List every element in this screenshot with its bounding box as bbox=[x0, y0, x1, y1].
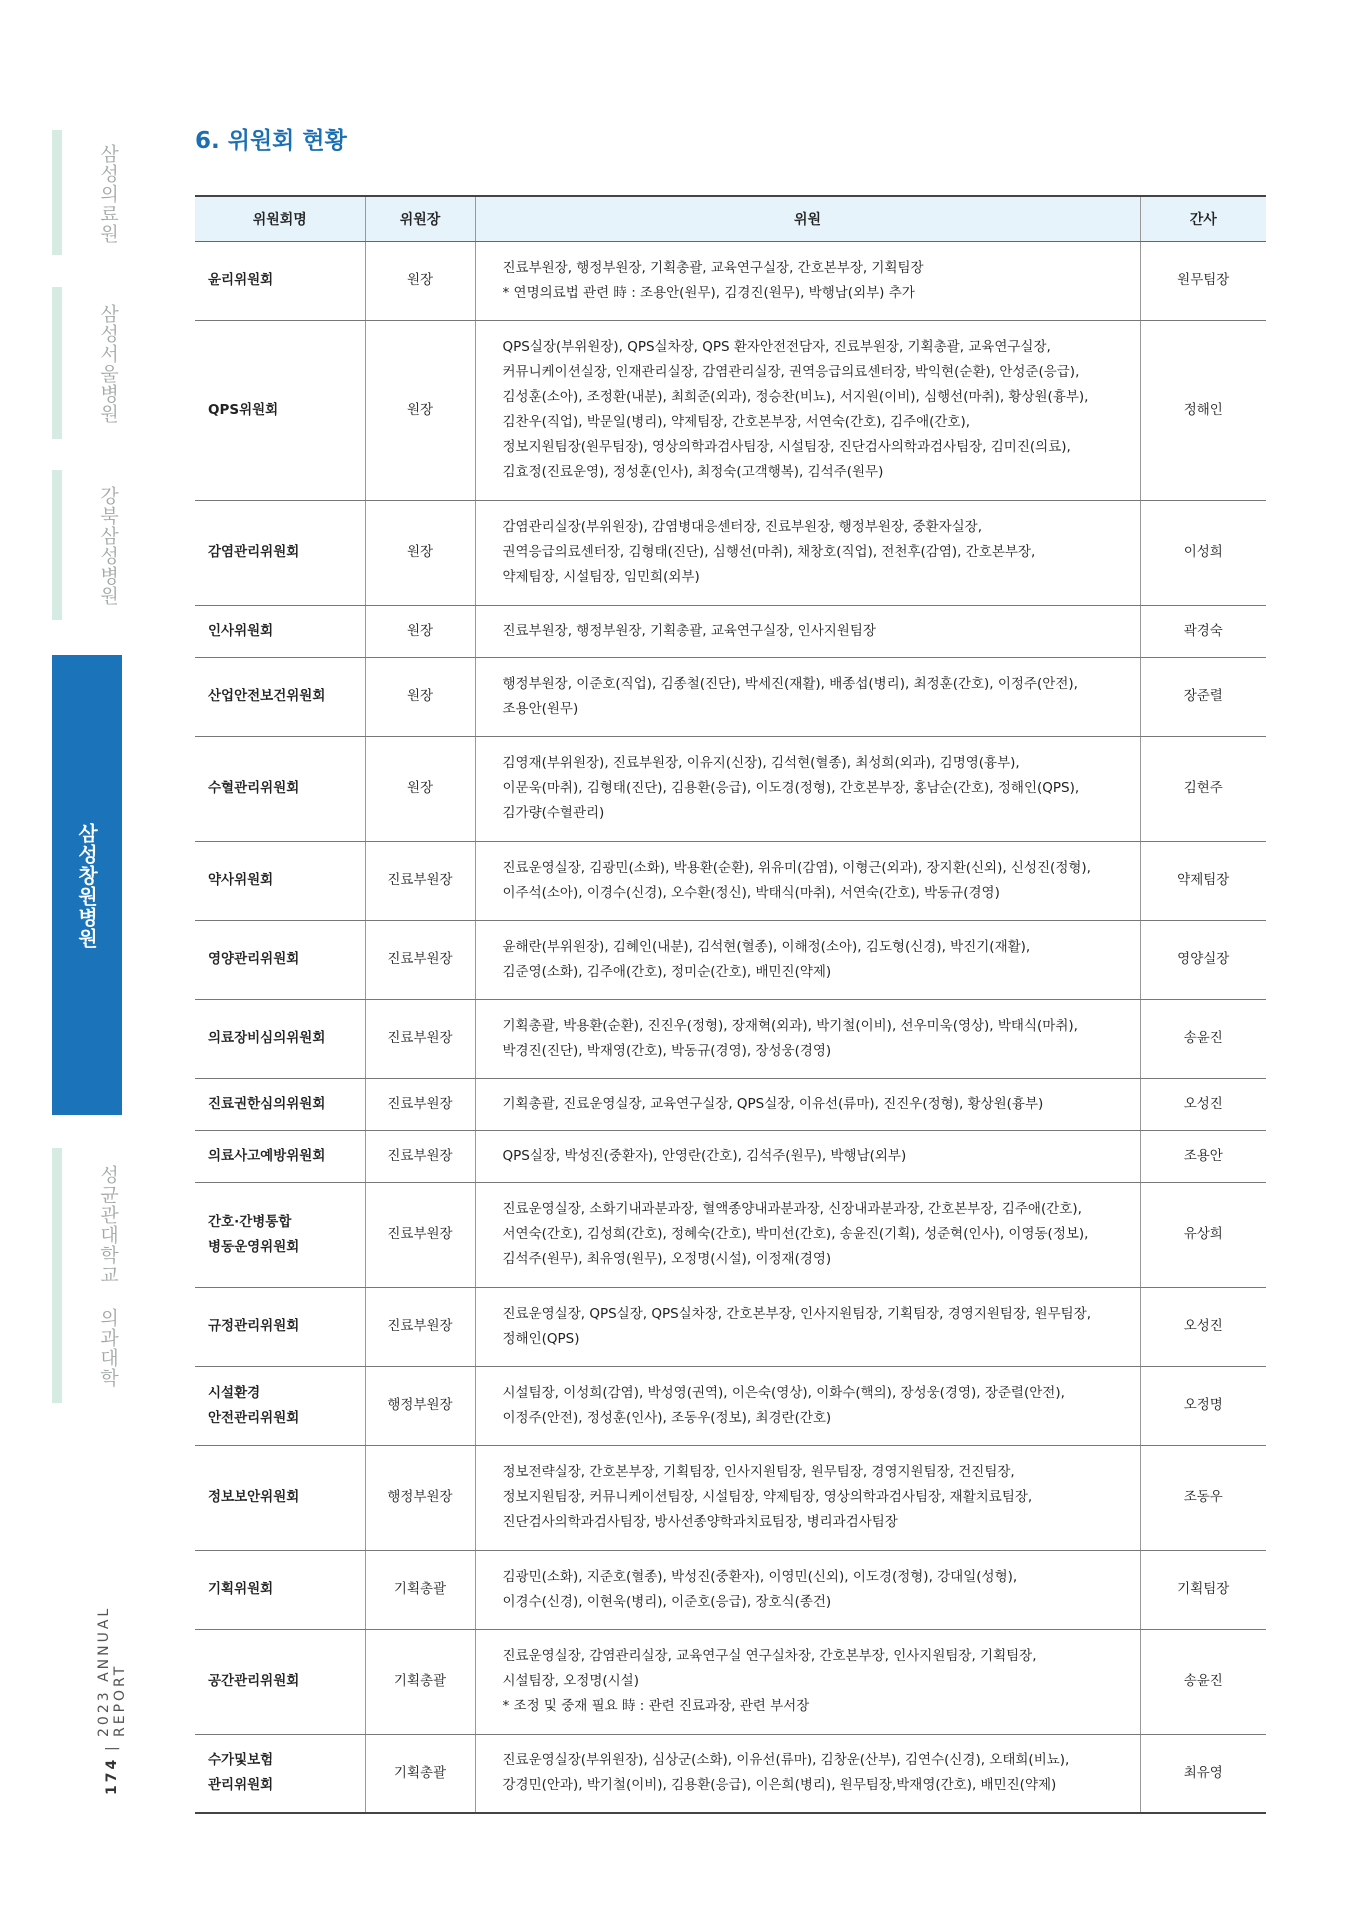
committee-members bbox=[475, 920, 1140, 999]
committee-chair: 기획총괄 bbox=[365, 1629, 475, 1734]
committee-members bbox=[475, 1182, 1140, 1287]
text-line: 김성훈(소아), 조정환(내분), 최희준(외과), 정승찬(비뇨), 서지원(이비), 심행선(마취), 황상원(흉부), bbox=[502, 389, 1089, 405]
table-row bbox=[195, 320, 1266, 500]
committee-members bbox=[475, 500, 1140, 605]
text-line: * 연명의료법 관련 時 : 조용안(원무), 김경진(원무), 박행남(외부) 추가 bbox=[502, 284, 915, 301]
text-line: 진료운영실장, 김광민(소화), 박용환(순환), 위유미(감염), 이형근(외과), 장지환(신외), 신성진(정형), bbox=[502, 859, 1091, 876]
committee-secretary: 조동우 bbox=[1140, 1445, 1266, 1550]
footer-separator: | bbox=[104, 1743, 120, 1751]
text-line: 박경진(진단), 박재영(간호), 박동규(경영), 장성웅(경영) bbox=[502, 1042, 832, 1059]
text-line: 이문욱(마취), 김형태(진단), 김용환(응급), 이도경(정형), 간호본부장, 홍남순(간호), 정해인(QPS), bbox=[502, 780, 1080, 796]
side-nav-item-kangbuk-hospital[interactable] bbox=[52, 470, 122, 620]
text-line: QPS실장(부위원장), QPS실차장, QPS 환자안전전담자, 진료부원장, 기획총괄, 교육연구실장, bbox=[502, 339, 1051, 355]
committee-chair: 원장 bbox=[365, 500, 475, 605]
committee-members bbox=[475, 320, 1140, 500]
text-line: 김가량(수혈관리) bbox=[502, 805, 605, 821]
committee-secretary: 이성희 bbox=[1140, 500, 1266, 605]
table-body bbox=[195, 241, 1266, 1813]
committee-chair: 진료부원장 bbox=[365, 1078, 475, 1130]
text-line: 김찬우(직업), 박문일(병리), 약제팀장, 간호본부장, 서연숙(간호), 김주애(간호), bbox=[502, 414, 971, 430]
committee-secretary: 곽경숙 bbox=[1140, 605, 1266, 657]
committee-members bbox=[475, 1366, 1140, 1445]
committee-secretary: 김현주 bbox=[1140, 736, 1266, 841]
committee-chair: 원장 bbox=[365, 736, 475, 841]
text-line: 수가및보험 bbox=[208, 1752, 274, 1769]
text-line: 김준영(소화), 김주애(간호), 정미순(간호), 배민진(약제) bbox=[502, 963, 832, 980]
text-line: 진료운영실장, QPS실장, QPS실차장, 간호본부장, 인사지원팀장, 기획팀장, 경영지원팀장, 원무팀장, bbox=[502, 1305, 1092, 1322]
committee-chair: 진료부원장 bbox=[365, 999, 475, 1078]
text-line: 커뮤니케이션실장, 인재관리실장, 감염관리실장, 권역응급의료센터장, 박익현(순환), 안성준(응급), bbox=[502, 364, 1080, 380]
text-line: 간호·간병통합 bbox=[208, 1213, 292, 1230]
table-row bbox=[195, 1287, 1266, 1366]
table-row bbox=[195, 657, 1266, 736]
committee-secretary: 조용안 bbox=[1140, 1130, 1266, 1182]
text-line: 시설팀장, 이성희(감염), 박성영(권역), 이은숙(영상), 이화수(핵의), 장성웅(경영), 장준렬(안전), bbox=[502, 1384, 1065, 1401]
side-nav-label: 강북삼성병원 bbox=[97, 486, 119, 606]
text-line: 기획총괄, 박용환(순환), 진진우(정형), 장재혁(외과), 박기철(이비), 선우미욱(영상), 박태식(마취), bbox=[502, 1017, 1078, 1034]
text-line: 시설팀장, 오정명(시설) bbox=[502, 1673, 639, 1689]
committee-chair: 행정부원장 bbox=[365, 1366, 475, 1445]
committee-members bbox=[475, 1078, 1140, 1130]
text-line: 진단검사의학과검사팀장, 방사선종양학과치료팀장, 병리과검사팀장 bbox=[502, 1514, 898, 1530]
committee-members bbox=[475, 999, 1140, 1078]
committee-name: 감염관리위원회 bbox=[195, 500, 365, 605]
committee-table bbox=[195, 195, 1266, 1814]
text-line: 진료부원장, 행정부원장, 기획총괄, 교육연구실장, 간호본부장, 기획팀장 bbox=[502, 259, 924, 276]
committee-secretary: 송윤진 bbox=[1140, 1629, 1266, 1734]
text-line: 윤해란(부위원장), 김혜인(내분), 김석현(혈종), 이해정(소아), 김도형(신경), 박진기(재활), bbox=[502, 938, 1031, 955]
committee-name: 영양관리위원회 bbox=[195, 920, 365, 999]
text-line: 조용안(원무) bbox=[502, 700, 579, 717]
text-line: 약제팀장, 시설팀장, 임민희(외부) bbox=[502, 569, 700, 585]
committee-name: 산업안전보건위원회 bbox=[195, 657, 365, 736]
table-row bbox=[195, 841, 1266, 920]
text-line: 이주석(소아), 이경수(신경), 오수환(정신), 박태식(마취), 서연숙(간호), 박동규(경영) bbox=[502, 884, 1000, 901]
committee-name: 기획위원회 bbox=[195, 1550, 365, 1629]
side-nav-item-changwon-hospital[interactable] bbox=[52, 655, 122, 1115]
text-line: 진료운영실장, 감염관리실장, 교육연구실 연구실차장, 간호본부장, 인사지원팀장, 기획팀장, bbox=[502, 1648, 1037, 1664]
committee-secretary: 장준렬 bbox=[1140, 657, 1266, 736]
committee-name: 수혈관리위원회 bbox=[195, 736, 365, 841]
table-row bbox=[195, 1550, 1266, 1629]
table-row bbox=[195, 1130, 1266, 1182]
text-line: 김석주(원무), 최유영(원무), 오정명(시설), 이정재(경영) bbox=[502, 1251, 832, 1267]
text-line: 관리위원회 bbox=[208, 1777, 274, 1794]
committee-name: 규정관리위원회 bbox=[195, 1287, 365, 1366]
committee-chair: 원장 bbox=[365, 241, 475, 320]
committee-secretary: 기획팀장 bbox=[1140, 1550, 1266, 1629]
side-nav-marker bbox=[52, 470, 62, 620]
committee-name bbox=[195, 1182, 365, 1287]
committee-name bbox=[195, 1734, 365, 1813]
table-row bbox=[195, 241, 1266, 320]
committee-name: 윤리위원회 bbox=[195, 241, 365, 320]
table-row bbox=[195, 1445, 1266, 1550]
committee-name: 정보보안위원회 bbox=[195, 1445, 365, 1550]
committee-table-container bbox=[195, 195, 1266, 1814]
text-line: 권역응급의료센터장, 김형태(진단), 심행선(마취), 채창호(직업), 전천후(감염), 간호본부장, bbox=[502, 544, 1036, 560]
committee-chair: 원장 bbox=[365, 320, 475, 500]
text-line: 김광민(소화), 지준호(혈종), 박성진(중환자), 이영민(신외), 이도경(정형), 강대일(성형), bbox=[502, 1568, 1018, 1585]
committee-members bbox=[475, 1130, 1140, 1182]
committee-chair: 진료부원장 bbox=[365, 841, 475, 920]
text-line: 병동운영위원회 bbox=[208, 1238, 300, 1255]
committee-chair: 진료부원장 bbox=[365, 920, 475, 999]
table-row bbox=[195, 920, 1266, 999]
side-nav-item-seoul-hospital[interactable] bbox=[52, 287, 122, 439]
table-row bbox=[195, 1182, 1266, 1287]
committee-chair: 기획총괄 bbox=[365, 1550, 475, 1629]
committee-chair: 진료부원장 bbox=[365, 1130, 475, 1182]
committee-chair: 원장 bbox=[365, 657, 475, 736]
committee-name bbox=[195, 1366, 365, 1445]
table-row bbox=[195, 1734, 1266, 1813]
side-nav-marker bbox=[52, 287, 62, 439]
committee-name: 인사위원회 bbox=[195, 605, 365, 657]
committee-members bbox=[475, 1550, 1140, 1629]
text-line: 감염관리실장(부위원장), 감염병대응센터장, 진료부원장, 행정부원장, 중환자실장, bbox=[502, 519, 983, 535]
text-line: 시설환경 bbox=[208, 1384, 261, 1401]
committee-secretary: 유상희 bbox=[1140, 1182, 1266, 1287]
header-committee-name: 위원회명 bbox=[195, 196, 365, 241]
committee-chair: 진료부원장 bbox=[365, 1287, 475, 1366]
header-members: 위원 bbox=[475, 196, 1140, 241]
committee-secretary: 약제팀장 bbox=[1140, 841, 1266, 920]
side-nav-label: 성균관대학교 의과대학 bbox=[97, 1165, 119, 1388]
text-line: 진료부원장, 행정부원장, 기획총괄, 교육연구실장, 인사지원팀장 bbox=[502, 622, 876, 639]
committee-members bbox=[475, 1445, 1140, 1550]
table-row bbox=[195, 1366, 1266, 1445]
committee-secretary: 오정명 bbox=[1140, 1366, 1266, 1445]
header-chair: 위원장 bbox=[365, 196, 475, 241]
text-line: 정해인(QPS) bbox=[502, 1330, 580, 1347]
text-line: * 조정 및 중재 필요 時 : 관련 진료과장, 관련 부서장 bbox=[502, 1698, 810, 1714]
text-line: 진료운영실장, 소화기내과분과장, 혈액종양내과분과장, 신장내과분과장, 간호본부장, 김주애(간호), bbox=[502, 1201, 1082, 1217]
text-line: 강경민(안과), 박기철(이비), 김용환(응급), 이은희(병리), 원무팀장,박재영(간호), 배민진(약제) bbox=[502, 1777, 1057, 1794]
committee-name: 공간관리위원회 bbox=[195, 1629, 365, 1734]
text-line: 행정부원장, 이준호(직업), 김종철(진단), 박세진(재활), 배종섭(병리), 최정훈(간호), 이정주(안전), bbox=[502, 675, 1078, 692]
committee-chair: 진료부원장 bbox=[365, 1182, 475, 1287]
committee-secretary: 송윤진 bbox=[1140, 999, 1266, 1078]
committee-name: 의료사고예방위원회 bbox=[195, 1130, 365, 1182]
committee-secretary: 정해인 bbox=[1140, 320, 1266, 500]
committee-name: 의료장비심의위원회 bbox=[195, 999, 365, 1078]
side-nav-item-skku-medicine[interactable] bbox=[52, 1148, 122, 1403]
committee-members bbox=[475, 241, 1140, 320]
side-nav-marker bbox=[52, 1148, 62, 1403]
table-row bbox=[195, 999, 1266, 1078]
committee-name: 약사위원회 bbox=[195, 841, 365, 920]
text-line: 정보전략실장, 간호본부장, 기획팀장, 인사지원팀장, 원무팀장, 경영지원팀장, 건진팀장, bbox=[502, 1464, 1015, 1480]
committee-chair: 행정부원장 bbox=[365, 1445, 475, 1550]
text-line: QPS실장, 박성진(중환자), 안영란(간호), 김석주(원무), 박행남(외부) bbox=[502, 1147, 907, 1164]
side-nav-item-medical-center[interactable] bbox=[52, 130, 122, 255]
table-row bbox=[195, 1629, 1266, 1734]
text-line: 김효정(진료운영), 정성훈(인사), 최정숙(고객행복), 김석주(원무) bbox=[502, 464, 884, 480]
committee-secretary: 영양실장 bbox=[1140, 920, 1266, 999]
page-number: 174 bbox=[104, 1756, 120, 1795]
committee-members bbox=[475, 1629, 1140, 1734]
committee-secretary: 오성진 bbox=[1140, 1078, 1266, 1130]
table-row bbox=[195, 605, 1266, 657]
report-name: 2023 ANNUAL REPORT bbox=[96, 1605, 128, 1738]
header-secretary: 간사 bbox=[1140, 196, 1266, 241]
side-nav-label: 삼성창원병원 bbox=[74, 823, 99, 949]
committee-members bbox=[475, 841, 1140, 920]
committee-secretary: 원무팀장 bbox=[1140, 241, 1266, 320]
text-line: 진료운영실장(부위원장), 심상군(소화), 이유선(류마), 김창운(산부), 김연수(신경), 오태희(비뇨), bbox=[502, 1752, 1070, 1769]
committee-members bbox=[475, 605, 1140, 657]
text-line: 서연숙(간호), 김성희(간호), 정혜숙(간호), 박미선(간호), 송윤진(기획), 성준혁(인사), 이영동(정보), bbox=[502, 1226, 1089, 1242]
text-line: 안전관리위원회 bbox=[208, 1409, 300, 1426]
table-row bbox=[195, 1078, 1266, 1130]
committee-chair: 기획총괄 bbox=[365, 1734, 475, 1813]
page-title: 6. 위원회 현황 bbox=[195, 128, 347, 154]
committee-members bbox=[475, 657, 1140, 736]
page-footer bbox=[96, 1555, 128, 1795]
table-row bbox=[195, 500, 1266, 605]
side-nav-marker bbox=[52, 130, 62, 255]
text-line: 이정주(안전), 정성훈(인사), 조동우(정보), 최경란(간호) bbox=[502, 1409, 832, 1426]
text-line: 김영재(부위원장), 진료부원장, 이유지(신장), 김석현(혈종), 최성희(외과), 김명영(흉부), bbox=[502, 755, 1020, 771]
committee-secretary: 오성진 bbox=[1140, 1287, 1266, 1366]
text-line: 정보지원팀장(원무팀장), 영상의학과검사팀장, 시설팀장, 진단검사의학과검사팀장, 김미진(의료), bbox=[502, 439, 1071, 455]
committee-name: 진료권한심의위원회 bbox=[195, 1078, 365, 1130]
committee-secretary: 최유영 bbox=[1140, 1734, 1266, 1813]
committee-members bbox=[475, 1287, 1140, 1366]
text-line: 이경수(신경), 이현욱(병리), 이준호(응급), 장호식(종건) bbox=[502, 1593, 832, 1610]
side-nav-label: 삼성의료원 bbox=[97, 143, 119, 244]
committee-members bbox=[475, 1734, 1140, 1813]
table-row bbox=[195, 736, 1266, 841]
committee-chair: 원장 bbox=[365, 605, 475, 657]
committee-members bbox=[475, 736, 1140, 841]
committee-name: QPS위원회 bbox=[195, 320, 365, 500]
text-line: 기획총괄, 진료운영실장, 교육연구실장, QPS실장, 이유선(류마), 진진우(정형), 황상원(흉부) bbox=[502, 1095, 1044, 1112]
table-header-row bbox=[195, 196, 1266, 241]
text-line: 정보지원팀장, 커뮤니케이션팀장, 시설팀장, 약제팀장, 영상의학과검사팀장, 재활치료팀장, bbox=[502, 1489, 1033, 1505]
side-nav-label: 삼성서울병원 bbox=[97, 304, 119, 424]
